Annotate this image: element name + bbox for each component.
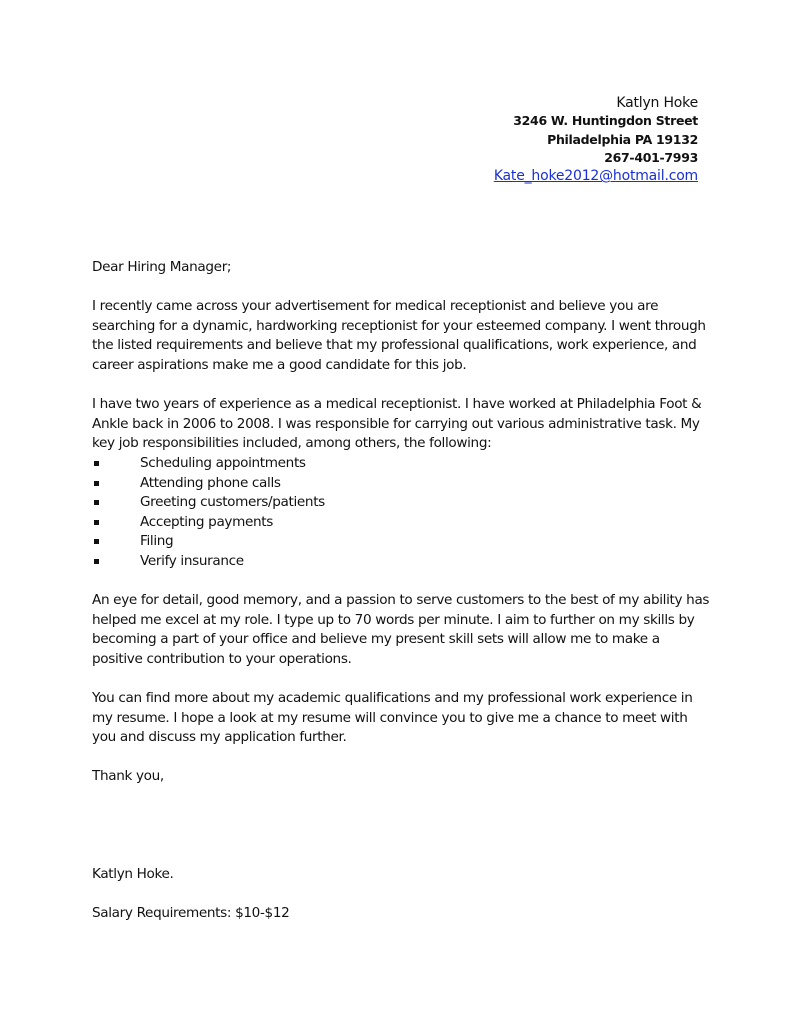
closing: Thank you, — [92, 768, 164, 785]
sender-city-state-zip: Philadelphia PA 19132 — [547, 131, 698, 147]
list-item-text: Scheduling appointments — [140, 454, 306, 471]
paragraph-resume: You can find more about my academic qualifications and my professional work experience in my resume. I hope a look at my resume will convince you to give me a chance to meet with you and discuss my application further. — [92, 690, 693, 746]
salutation: Dear Hiring Manager; — [92, 259, 232, 275]
bullet-icon — [94, 559, 99, 564]
bullet-icon — [94, 520, 99, 525]
bullet-icon — [94, 461, 99, 466]
responsibilities-list — [92, 454, 712, 572]
list-item-text: Greeting customers/patients — [140, 494, 325, 511]
sender-phone: 267-401-7993 — [604, 149, 698, 165]
list-item — [92, 552, 712, 572]
sender-name: Katlyn Hoke — [616, 95, 698, 111]
list-item — [92, 493, 712, 513]
paragraph-skills: An eye for detail, good memory, and a passion to serve customers to the best of my ability has helped me excel at my role. I type up to 70 words per minute. I aim to further on my skills by becoming a part of your office and believe my present skill sets will allow me to make a positive contribution to your operations. — [92, 592, 710, 667]
list-item — [92, 513, 712, 533]
paragraph-experience: I have two years of experience as a medical receptionist. I have worked at Philadelphia Foot & Ankle back in 2006 to 2008. I was responsible for carrying out various administrative task. My key job responsibilities included, among others, the following: — [92, 396, 702, 452]
bullet-icon — [94, 500, 99, 505]
bullet-icon — [94, 481, 99, 486]
list-item-text: Attending phone calls — [140, 474, 281, 491]
signature: Katlyn Hoke. — [92, 865, 174, 882]
salary-requirements: Salary Requirements: $10-$12 — [92, 904, 290, 921]
sender-email-link[interactable]: Kate_hoke2012@hotmail.com — [493, 168, 698, 185]
list-item — [92, 532, 712, 552]
list-item — [92, 474, 712, 494]
list-item-text: Accepting payments — [140, 513, 274, 530]
list-item-text: Verify insurance — [140, 552, 244, 569]
letter-body — [92, 258, 712, 943]
list-item — [92, 454, 712, 474]
sender-address-block — [494, 94, 698, 186]
bullet-icon — [94, 539, 99, 544]
sender-street: 3246 W. Huntingdon Street — [513, 113, 698, 129]
list-item-text: Filing — [140, 533, 174, 550]
paragraph-intro: I recently came across your advertisement for medical receptionist and believe you are searching for a dynamic, hardworking receptionist for your esteemed company. I went through the listed requirements and believe that my professional qualifications, work experience, and career aspirations make me a good candidate for this job. — [92, 298, 706, 373]
